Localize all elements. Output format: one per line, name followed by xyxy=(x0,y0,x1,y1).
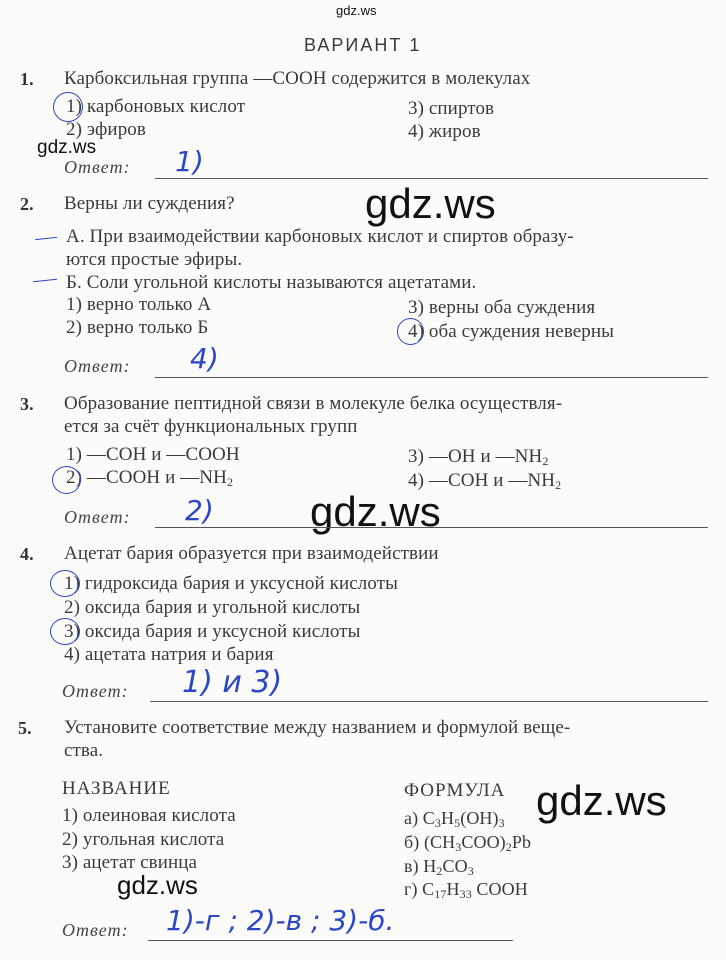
name-item-1: 1) олеиновая кислота xyxy=(62,805,236,826)
option-4: 4) оба суждения неверны xyxy=(408,321,615,342)
variant-title: ВАРИАНТ 1 xyxy=(304,35,422,55)
option-2 xyxy=(66,466,233,490)
answer-label: Ответ: xyxy=(64,507,131,527)
option-3: 3) верны оба суждения xyxy=(408,297,596,318)
option-3 xyxy=(408,445,548,469)
option-4-text: 4) —СОН и —NH xyxy=(408,470,556,491)
handwritten-answer: 1)-г ; 2)-в ; 3)-б. xyxy=(166,904,395,937)
question-number: 2. xyxy=(20,194,34,214)
option-3-text: 3) —ОН и —NH xyxy=(408,446,543,467)
answer-line xyxy=(155,377,708,378)
formula-part: а) C xyxy=(404,808,435,828)
question-text-line-1: Установите соответствие между названием и формулой веще- xyxy=(64,717,571,738)
option-4-subscript: 2 xyxy=(555,478,562,492)
formula-c xyxy=(404,854,474,878)
question-text-line-1: Образование пептидной связи в молекуле белка осуществля- xyxy=(64,393,563,414)
option-4: 4) жиров xyxy=(408,121,481,142)
formula-sub: 17 xyxy=(434,887,447,901)
statement-b: Б. Соли угольной кислоты называются ацетатами. xyxy=(66,272,477,293)
option-1: 1) верно только А xyxy=(66,294,212,315)
formula-b xyxy=(404,830,531,854)
option-4: 4) ацетата натрия и бария xyxy=(64,644,274,665)
formula-part: H xyxy=(446,879,460,899)
watermark-bottom-left: gdz.ws xyxy=(117,870,198,900)
answer-line xyxy=(150,701,708,702)
option-2: 2) оксида бария и угольной кислоты xyxy=(64,597,361,618)
handwritten-answer: 1) и 3) xyxy=(182,665,283,700)
question-number: 5. xyxy=(18,718,32,738)
question-text: Карбоксильная группа —СООН содержится в молекулах xyxy=(64,68,531,89)
formula-part: г) C xyxy=(404,879,435,899)
watermark-left: gdz.ws xyxy=(37,137,97,158)
selected-option-circle xyxy=(397,318,424,345)
watermark-top: gdz.ws xyxy=(336,3,377,18)
option-2: 2) эфиров xyxy=(66,119,146,140)
formula-part: CO xyxy=(442,856,468,876)
handwritten-mark-a xyxy=(35,237,57,240)
option-3-subscript: 2 xyxy=(542,454,549,468)
option-2-subscript: 2 xyxy=(226,475,234,489)
formula-sub: 2 xyxy=(436,864,443,878)
formula-sub: 3 xyxy=(498,816,505,830)
watermark-center-2: gdz.ws xyxy=(310,488,441,535)
column-header-formula: ФОРМУЛА xyxy=(404,780,506,801)
answer-line xyxy=(155,178,708,179)
handwritten-answer: 1) xyxy=(175,145,204,178)
option-3: 3) оксида бария и уксусной кислоты xyxy=(64,621,361,642)
answer-label: Ответ: xyxy=(64,157,131,177)
statement-a-line-2: ются простые эфиры. xyxy=(66,249,243,270)
formula-d xyxy=(404,877,528,901)
answer-line xyxy=(148,940,513,941)
question-text: Верны ли суждения? xyxy=(64,193,235,214)
watermark-right: gdz.ws xyxy=(536,777,667,824)
option-1: 1) —СОН и —СООН xyxy=(66,444,240,465)
answer-label: Ответ: xyxy=(62,681,129,701)
selected-option-circle xyxy=(52,466,81,494)
formula-part: (OH) xyxy=(460,808,499,828)
formula-part: COOH xyxy=(471,879,528,899)
question-text-line-2: ства. xyxy=(64,740,104,761)
formula-a xyxy=(404,806,505,830)
answer-label: Ответ: xyxy=(64,356,131,376)
option-2-text: 2) —СООН и —NH xyxy=(66,467,227,488)
formula-sub: 33 xyxy=(459,887,472,901)
handwritten-answer: 4) xyxy=(190,342,219,375)
question-number: 3. xyxy=(20,394,34,414)
option-1: 1) гидроксида бария и уксусной кислоты xyxy=(64,573,398,594)
question-text: Ацетат бария образуется при взаимодействии xyxy=(64,543,439,564)
selected-option-circle xyxy=(53,92,83,122)
formula-part: б) (CH xyxy=(404,832,456,852)
option-4 xyxy=(408,469,561,493)
selected-option-circle-3 xyxy=(50,618,80,645)
handwritten-answer: 2) xyxy=(185,494,214,527)
question-number: 4. xyxy=(20,544,34,564)
answer-line xyxy=(155,527,708,528)
formula-part: Pb xyxy=(511,832,532,852)
formula-sub: 3 xyxy=(455,840,462,854)
option-3: 3) спиртов xyxy=(408,98,495,119)
formula-sub: 3 xyxy=(467,864,474,878)
formula-sub: 3 xyxy=(434,816,441,830)
option-1: 1) карбоновых кислот xyxy=(66,96,246,117)
statement-a-line-1: А. При взаимодействии карбоновых кислот и спиртов образу- xyxy=(66,226,574,247)
answer-label: Ответ: xyxy=(62,920,129,940)
question-number: 1. xyxy=(20,69,34,89)
column-header-name: НАЗВАНИЕ xyxy=(62,778,171,799)
name-item-3: 3) ацетат свинца xyxy=(62,852,198,873)
name-item-2: 2) угольная кислота xyxy=(62,829,225,850)
watermark-center-1: gdz.ws xyxy=(365,180,496,227)
formula-sub: 2 xyxy=(505,840,512,854)
formula-part: H xyxy=(441,808,455,828)
selected-option-circle-1 xyxy=(50,570,80,597)
formula-part: COO) xyxy=(461,832,506,852)
formula-sub: 5 xyxy=(454,816,461,830)
option-2: 2) верно только Б xyxy=(66,317,209,338)
question-text-line-2: ется за счёт функциональных групп xyxy=(64,416,358,437)
handwritten-mark-b xyxy=(33,279,57,283)
formula-part: в) H xyxy=(404,856,437,876)
